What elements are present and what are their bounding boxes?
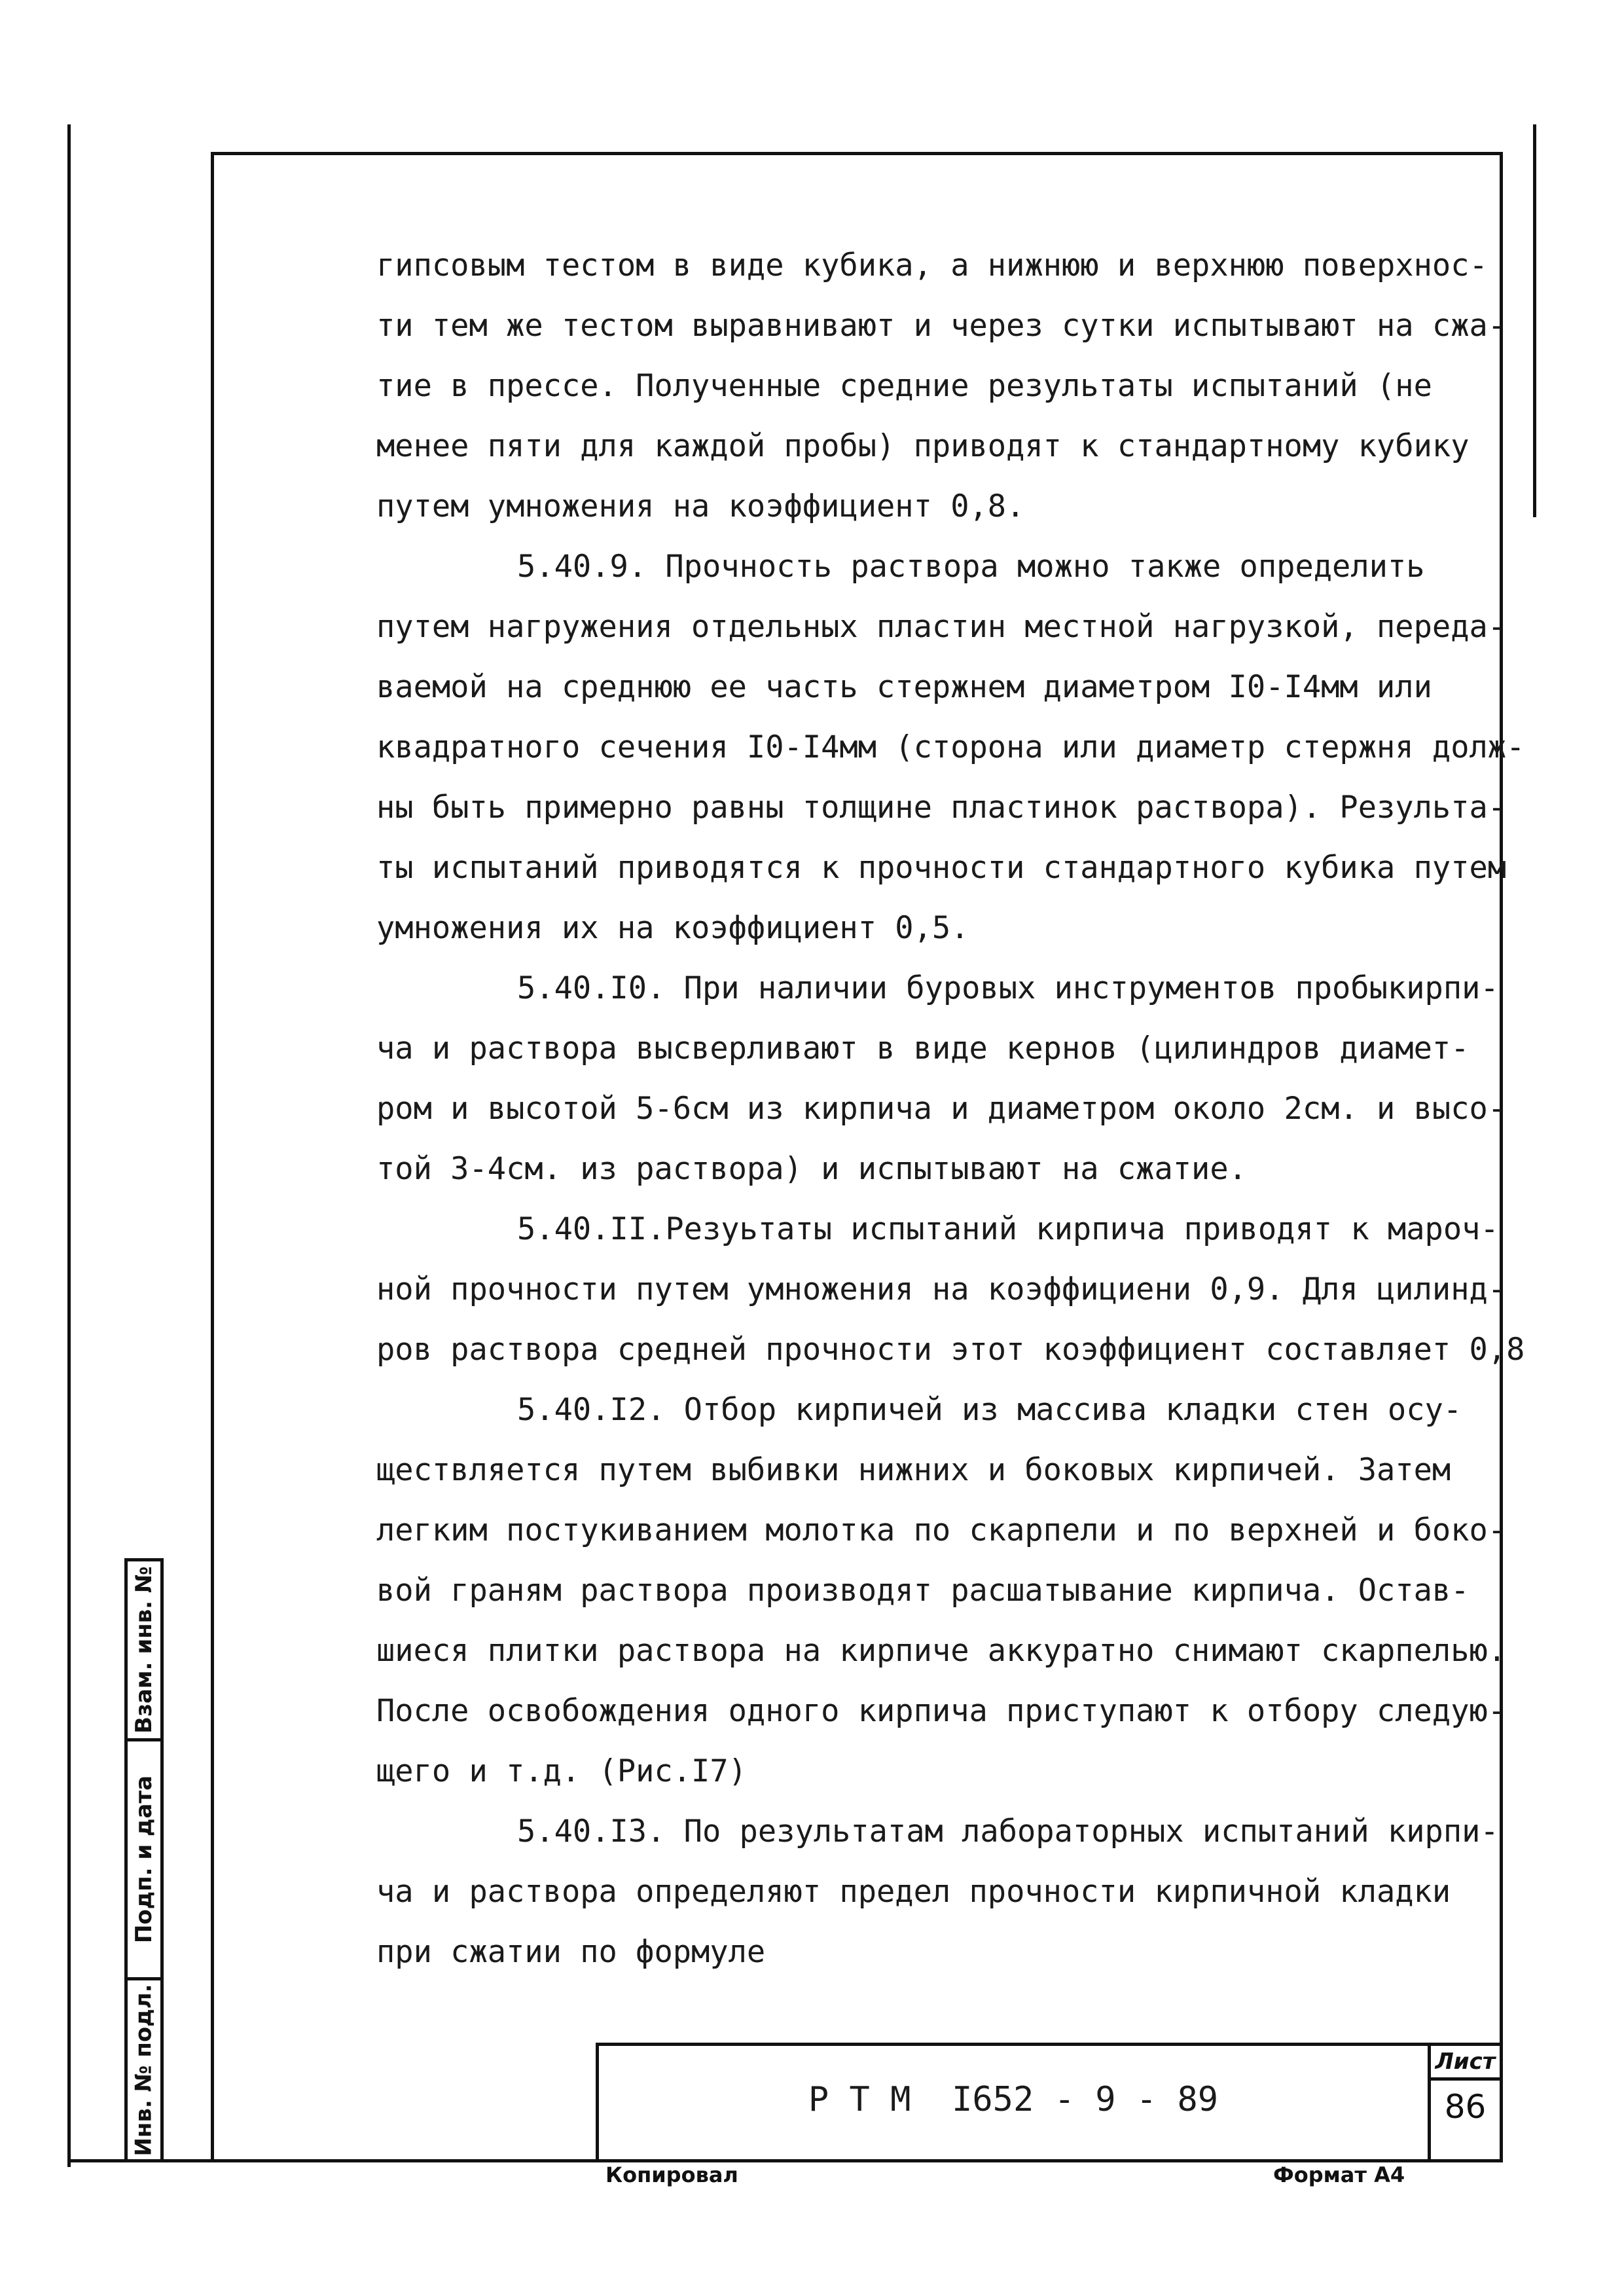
footer-format: Формат А4 — [1273, 2162, 1405, 2187]
text-line: ществляется путем выбивки нижних и боковых кирпичей. Затем — [376, 1452, 1451, 1488]
text-line: легким постукиванием молотка по скарпели и по верхней и боко- — [376, 1512, 1507, 1548]
text-line: 5.40.9. Прочность раствора можно также определить — [517, 549, 1425, 585]
text-line: ны быть примерно равны толщине пластинок раствора). Результа- — [376, 790, 1507, 826]
text-line: ной прочности путем умножения на коэффициени 0,9. Для цилинд- — [376, 1271, 1507, 1307]
text-line: После освобождения одного кирпича приступают к отбору следую- — [376, 1693, 1507, 1729]
text-line: гипсовым тестом в виде кубика, а нижнюю и верхнюю поверхнос- — [376, 247, 1488, 283]
document-code: Р Т М I652 - 9 - 89 — [808, 2080, 1219, 2119]
stamp-podp-data — [124, 1738, 164, 1980]
text-line: путем нагружения отдельных пластин местной нагрузкой, переда- — [376, 609, 1507, 645]
text-line: квадратного сечения I0-I4мм (сторона или диаметр стержня долж- — [376, 729, 1525, 765]
body-text — [376, 236, 1525, 1982]
text-line: щего и т.д. (Рис.I7) — [376, 1753, 747, 1789]
stamp-inv-podl-label: Инв. № подл. — [131, 1983, 157, 2157]
text-line: ров раствора средней прочности этот коэффициент составляет 0,8 — [376, 1332, 1525, 1368]
text-line: 5.40.I0. При наличии буровых инструментов пробыкирпи- — [517, 970, 1499, 1006]
text-line: ваемой на среднюю ее часть стержнем диаметром I0-I4мм или — [376, 669, 1432, 705]
text-line: ча и раствора определяют предел прочности кирпичной кладки — [376, 1874, 1451, 1910]
text-line: ром и высотой 5-6см из кирпича и диаметром около 2см. и высо- — [376, 1091, 1507, 1127]
text-line: при сжатии по формуле — [376, 1934, 766, 1970]
right-binding-line — [1533, 124, 1536, 517]
stamp-podp-data-label: Подп. и дата — [131, 1775, 158, 1944]
text-line: шиеся плитки раствора на кирпиче аккуратно снимают скарпелью. — [376, 1633, 1507, 1669]
text-line: менее пяти для каждой пробы) приводят к стандартному кубику — [376, 428, 1470, 464]
text-line: тие в прессе. Полученные средние результаты испытаний (не — [376, 368, 1432, 404]
stamp-inv-podl — [124, 1977, 164, 2162]
sheet-label: Лист — [1431, 2046, 1500, 2081]
text-line: той 3-4см. из раствора) и испытывают на сжатие. — [376, 1151, 1247, 1187]
footer-copied: Копировал — [605, 2162, 738, 2187]
sheet-box — [1428, 2046, 1500, 2159]
text-line: ты испытаний приводятся к прочности стандартного кубика путем — [376, 850, 1507, 886]
text-line: умножения их на коэффициент 0,5. — [376, 910, 969, 946]
title-block — [596, 2043, 1503, 2162]
sheet-number: 86 — [1444, 2088, 1487, 2126]
text-line: 5.40.II.Резуьтаты испытаний кирпича приводят к мароч- — [517, 1211, 1499, 1247]
text-line: 5.40.I3. По результатам лабораторных испытаний кирпи- — [517, 1813, 1499, 1850]
text-line: вой граням раствора производят расшатывание кирпича. Остав- — [376, 1573, 1470, 1609]
text-line: 5.40.I2. Отбор кирпичей из массива кладки стен осу- — [517, 1392, 1462, 1428]
left-binding-line — [67, 124, 71, 2167]
text-line: ти тем же тестом выравнивают и через сутки испытывают на сжа- — [376, 308, 1507, 344]
text-line: путем умножения на коэффициент 0,8. — [376, 488, 1025, 524]
stamp-vzam-inv-label: Взам. инв. № — [131, 1566, 157, 1734]
text-line: ча и раствора высверливают в виде кернов (цилиндров диамет- — [376, 1030, 1470, 1066]
stamp-vzam-inv — [124, 1558, 164, 1741]
